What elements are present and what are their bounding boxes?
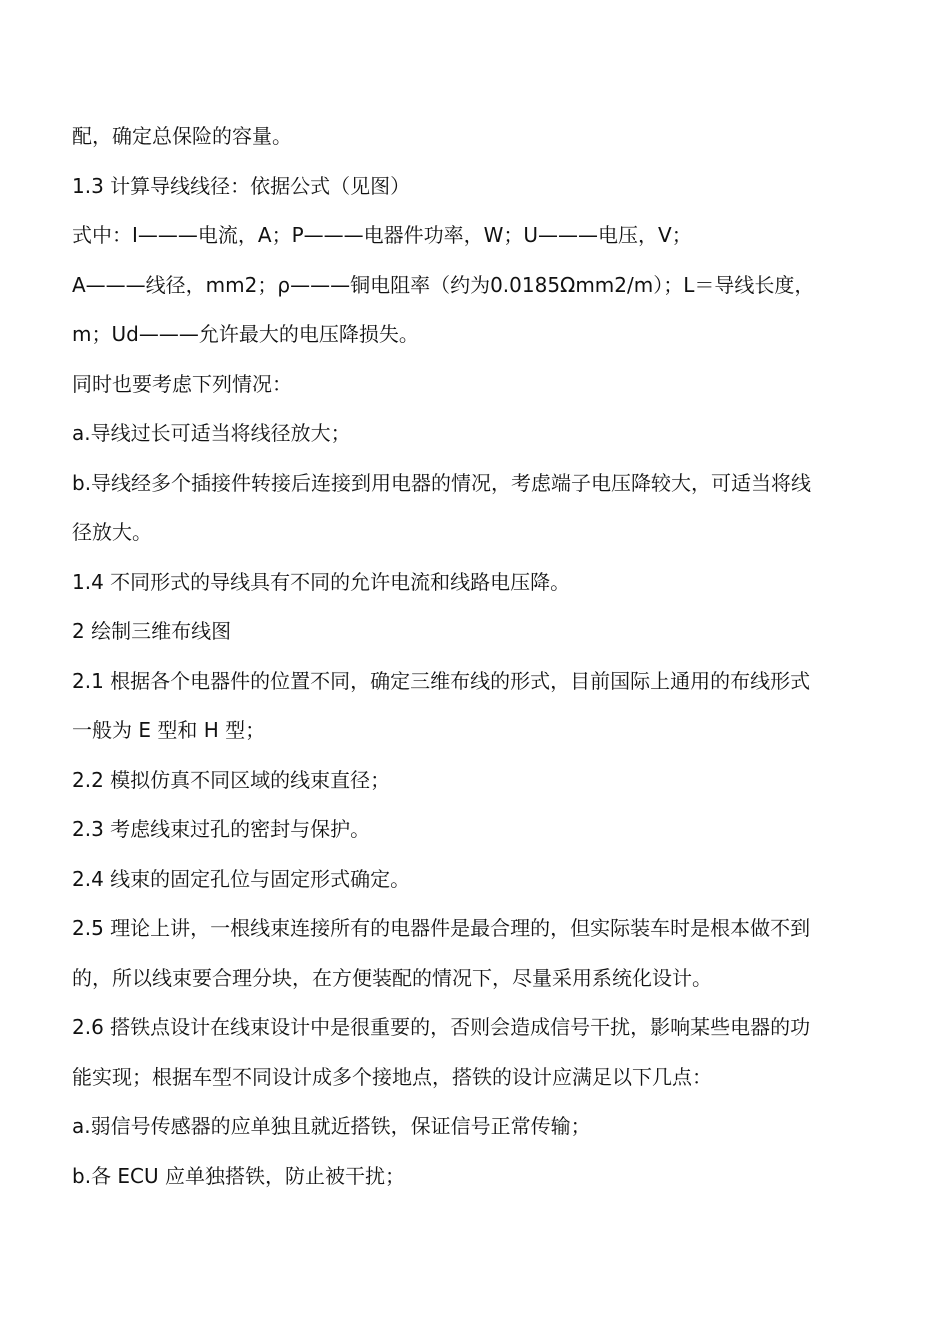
text-line: 径放大。 xyxy=(72,520,152,544)
section-heading-2-4: 2.4 线束的固定孔位与固定形式确定。 xyxy=(72,866,411,891)
text-line: 一般为 E 型和 H 型； xyxy=(72,718,266,742)
list-item: a.导线过长可适当将线径放大； xyxy=(72,421,351,445)
text-line: 式中：I———电流，A；P———电器件功率，W；U———电压，V； xyxy=(72,223,692,247)
text-line: 的，所以线束要合理分块，在方便装配的情况下，尽量采用系统化设计。 xyxy=(72,965,712,990)
section-heading-2-2: 2.2 模拟仿真不同区域的线束直径； xyxy=(72,767,391,792)
text-line: 配，确定总保险的容量。 xyxy=(72,124,292,148)
list-item: a.弱信号传感器的应单独且就近搭铁，保证信号正常传输； xyxy=(72,1114,591,1138)
list-item: b.导线经多个插接件转接后连接到用电器的情况，考虑端子电压降较大，可适当将线 xyxy=(72,470,812,495)
section-heading-2-6: 2.6 搭铁点设计在线束设计中是很重要的，否则会造成信号干扰，影响某些电器的功 xyxy=(72,1015,811,1039)
document-body xyxy=(72,112,898,1201)
text-line: m；Ud———允许最大的电压降损失。 xyxy=(72,322,419,346)
text-line: 同时也要考虑下列情况： xyxy=(72,371,292,396)
text-line: 能实现；根据车型不同设计成多个接地点，搭铁的设计应满足以下几点： xyxy=(72,1064,712,1089)
section-heading-2-5: 2.5 理论上讲，一根线束连接所有的电器件是最合理的，但实际装车时是根本做不到 xyxy=(72,916,811,940)
section-heading-2-3: 2.3 考虑线束过孔的密封与保护。 xyxy=(72,817,371,841)
section-heading-2: 2 绘制三维布线图 xyxy=(72,619,232,643)
section-heading-2-1: 2.1 根据各个电器件的位置不同，确定三维布线的形式，目前国际上通用的布线形式 xyxy=(72,668,811,693)
section-heading-1-3: 1.3 计算导线线径：依据公式（见图） xyxy=(72,173,411,198)
section-heading-1-4: 1.4 不同形式的导线具有不同的允许电流和线路电压降。 xyxy=(72,569,571,594)
text-line: A———线径，mm2；ρ———铜电阻率（约为0.0185Ωmm2/m）；L＝导线长度， xyxy=(72,272,815,297)
list-item: b.各 ECU 应单独搭铁，防止被干扰； xyxy=(72,1163,406,1188)
